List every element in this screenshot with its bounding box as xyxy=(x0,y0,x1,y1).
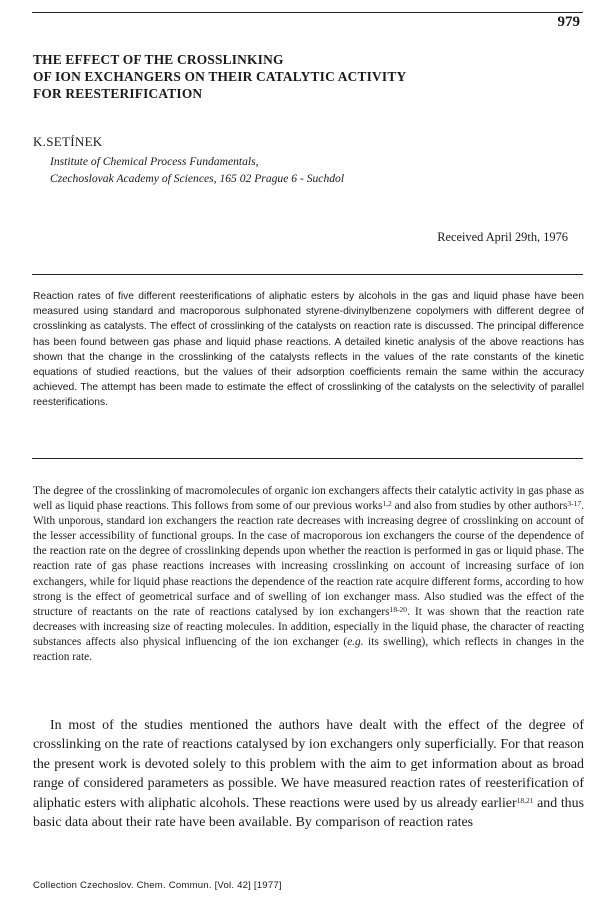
abstract-bottom-rule xyxy=(32,458,583,459)
body-text: and thus basic data about their rate have been available. By comparison of reaction rates xyxy=(33,795,584,831)
title-line: OF ION EXCHANGERS ON THEIR CATALYTIC ACTIVITY xyxy=(33,69,407,84)
citation-ref: 3-17 xyxy=(567,499,582,509)
title-line: THE EFFECT OF THE CROSSLINKING xyxy=(33,52,284,67)
intro-text: and also from studies by other authors xyxy=(391,500,568,513)
intro-text: its swelling), which reflects in changes in the reaction rate. xyxy=(33,635,584,664)
received-date: Received April 29th, 1976 xyxy=(437,230,568,244)
abstract: Reaction rates of five different reesterifications of aliphatic esters by alcohols in the gas and liquid phase have been measured using standard and macroporous sulphonated styrene-divinylbenzene copolymers with different degree of crosslinking as catalysts. The effect of crosslinking of the catalysts on reaction rate is discussed. The principal difference has been found between gas phase and liquid phase reactions. A detailed kinetic analysis of the above reactions has shown that the change in the crosslinking of the catalysts reflects in the values of the rate constants of the kinetic equations of studied reactions, but the values of their adsorption coefficients remain the same within the accuracy achieved. The attempt has been made to estimate the effect of crosslinking of the catalysts on the selectivity of parallel reesterifications. xyxy=(33,291,584,409)
citation-ref: 18-20 xyxy=(389,604,408,614)
journal-footer: Collection Czechoslov. Chem. Commun. [Vol. 42] [1977] xyxy=(33,880,282,891)
page-number: 979 xyxy=(557,14,580,30)
top-rule xyxy=(32,12,583,13)
intro-text: . It was shown that the reaction rate decreases with increasing size of reacting molecules. In addition, especially in the liquid phase, the character of reacting substances affects also physical influencing of the ion exchanger ( xyxy=(33,605,584,648)
intro-text: The degree of the crosslinking of macromolecules of organic ion exchangers affects their catalytic activity in gas phase as well as liquid phase reactions. This follows from some of our previous works xyxy=(33,485,584,513)
intro-text: . With unporous, standard ion exchangers the reaction rate decreases with increasing degree of crosslinking on account of the lesser accessibility of functional groups. In the case of macroporous ion exchangers the course of the dependence of the reaction rate on the degree of crosslinking depends upon whether the reaction is performed in gas or liquid phase. The reaction rate of gas phase reactions increases with increasing crosslinking on account of increasing surface of ion exchangers, while for liquid phase reactions the dependence of the reaction rate acquire different forms, according to how strong is the effect of geometrical surface and of swelling of ion exchanger mass. Also studied was the effect of the structure of reactants on the rate of reactions catalysed by ion exchangers xyxy=(33,500,584,618)
body-text: In most of the studies mentioned the authors have dealt with the effect of the degree of crosslinking on the rate of reactions catalysed by ion exchangers only superficially. For that reason the present work is devoted solely to this problem with the aim to get information about as broad range of considered parameters as possible. We have measured reaction rates of reesterification of aliphatic esters with aliphatic alcohols. These reactions were used by us already earlier xyxy=(33,718,584,811)
citation-ref: 18,21 xyxy=(516,795,534,805)
author-affiliation xyxy=(50,153,344,187)
intro-paragraph xyxy=(33,484,584,665)
article-title xyxy=(33,51,573,102)
affiliation-line: Czechoslovak Academy of Sciences, 165 02 Prague 6 - Suchdol xyxy=(50,172,345,185)
citation-ref: 1,2 xyxy=(382,499,392,509)
affiliation-line: Institute of Chemical Process Fundamentals, xyxy=(50,155,259,168)
abstract-top-rule xyxy=(32,274,583,275)
author-name: K.SETÍNEK xyxy=(33,134,103,149)
title-line: FOR REESTERIFICATION xyxy=(33,86,203,101)
body-paragraph xyxy=(33,716,584,832)
intro-emphasis: e.g. xyxy=(347,635,364,648)
